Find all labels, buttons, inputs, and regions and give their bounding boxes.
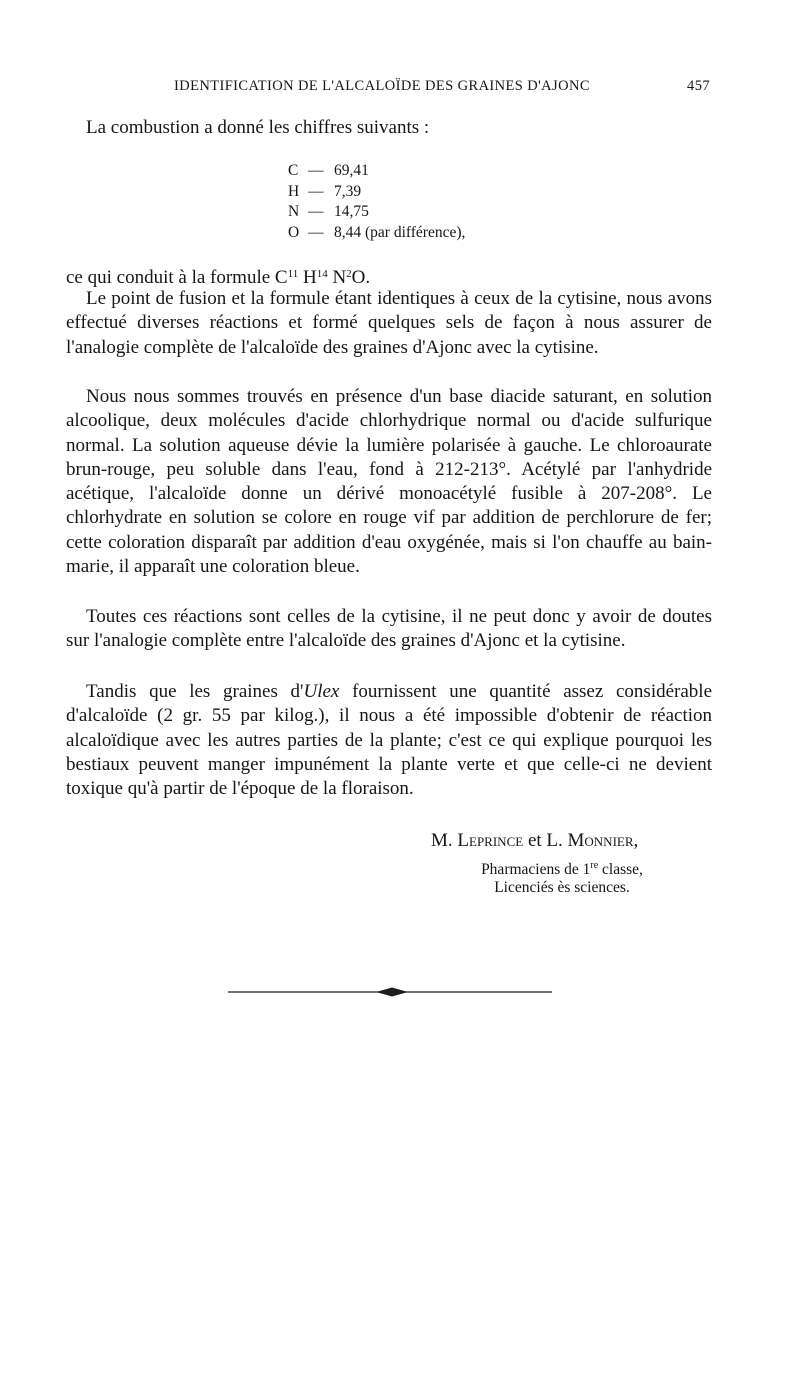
affiliation-line-1-a: Pharmaciens de 1 xyxy=(481,861,591,879)
combustion-analysis xyxy=(288,161,465,243)
paragraph-1 xyxy=(66,287,712,360)
formula-nitrogen: N xyxy=(327,267,347,288)
affiliation-line-2: Licenciés ès sciences. xyxy=(494,879,630,897)
analysis-dash: — xyxy=(308,203,324,220)
section-end-ornament xyxy=(228,984,552,1000)
paragraph-2-text: Nous nous sommes trouvés en présence d'un base diacide saturant, en solution alcoolique, deux molécules d'acide chlorhydrique normal ou d'acide sulfurique normal. La solution aqueuse dévie la lumière polarisée à gauche. Le chloroaurate brun-rouge, peu soluble dans l'eau, fond à 212-213°. Acétylé par l'anhydride acétique, l'alcaloïde donne un dérivé monoacétylé fusible à 207-208°. Le chlorhydrate en solution se colore en rouge vif par addition de perchlorure de fer; cette coloration disparaît par addition d'eau oxygénée, mais si l'on chauffe au bain-marie, il apparaît une coloration bleue. xyxy=(66,386,712,578)
signature-initial: M. xyxy=(431,830,458,851)
formula-suffix: O. xyxy=(351,267,371,288)
analysis-row-hydrogen xyxy=(288,182,465,203)
affiliation-line-1 xyxy=(455,857,669,879)
signature xyxy=(431,829,638,853)
analysis-dash: — xyxy=(308,182,324,200)
author-monnier: Monnier xyxy=(567,830,634,851)
analysis-row-oxygen xyxy=(288,223,465,244)
analysis-element: O xyxy=(288,223,300,241)
affiliation-superscript: re xyxy=(590,860,599,871)
analysis-value: 7,39 xyxy=(334,182,362,200)
analysis-value: 8,44 (par différence), xyxy=(334,223,466,241)
formula-carbon-count: 11 xyxy=(287,268,299,280)
paragraph-3 xyxy=(66,605,712,654)
analysis-value: 69,41 xyxy=(334,162,369,179)
intro-line: La combustion a donné les chiffres suivants : xyxy=(86,117,430,138)
paragraph-4-text-b: fournissent une quantité assez considérable d'alcaloïde (2 gr. 55 par kilog.), il nous a été impossible d'obtenir de réaction alcaloïdique avec les autres parties de la plante; c'est ce qui explique pourquoi les bestiaux peuvent manger impunément la plante verte et que celle-ci ne devient toxique qu'à partir de l'époque de la floraison. xyxy=(66,681,713,800)
paragraph-4-italic: Ulex xyxy=(303,681,340,702)
analysis-row-carbon xyxy=(288,161,465,182)
affiliation xyxy=(455,857,669,897)
author-leprince: Leprince xyxy=(457,830,524,851)
analysis-value: 14,75 xyxy=(334,203,369,220)
analysis-dash: — xyxy=(308,223,324,241)
analysis-row-nitrogen xyxy=(288,202,465,223)
paragraph-2 xyxy=(66,385,712,579)
formula-prefix: ce qui conduit à la formule C xyxy=(66,267,288,288)
analysis-dash: — xyxy=(308,162,324,179)
formula-hydrogen: H xyxy=(298,267,317,288)
paragraph-4-text-a: Tandis que les graines d' xyxy=(86,681,304,702)
analysis-element: H xyxy=(288,182,300,200)
formula-hydrogen-count: 14 xyxy=(316,268,328,280)
signature-end: , xyxy=(633,830,639,851)
paragraph-4 xyxy=(66,680,712,801)
affiliation-line-1-b: classe, xyxy=(598,861,643,879)
page-number: 457 xyxy=(687,78,710,94)
formula-nitrogen-count: 2 xyxy=(346,268,352,280)
signature-joiner: et L. xyxy=(523,830,568,851)
running-title: IDENTIFICATION DE L'ALCALOÏDE DES GRAINES D'AJONC xyxy=(174,78,590,94)
analysis-element: N xyxy=(288,203,300,220)
paragraph-3-text: Toutes ces réactions sont celles de la cytisine, il ne peut donc y avoir de doutes sur l'analogie complète entre l'alcaloïde des graines d'Ajonc et la cytisine. xyxy=(66,606,712,652)
analysis-element: C xyxy=(288,162,299,179)
paragraph-1-text: Le point de fusion et la formule étant identiques à ceux de la cytisine, nous avons effectué diverses réactions et formé quelques sels de façon à nous assurer de l'analogie complète de l'alcaloïde des graines d'Ajonc avec la cytisine. xyxy=(66,288,712,358)
